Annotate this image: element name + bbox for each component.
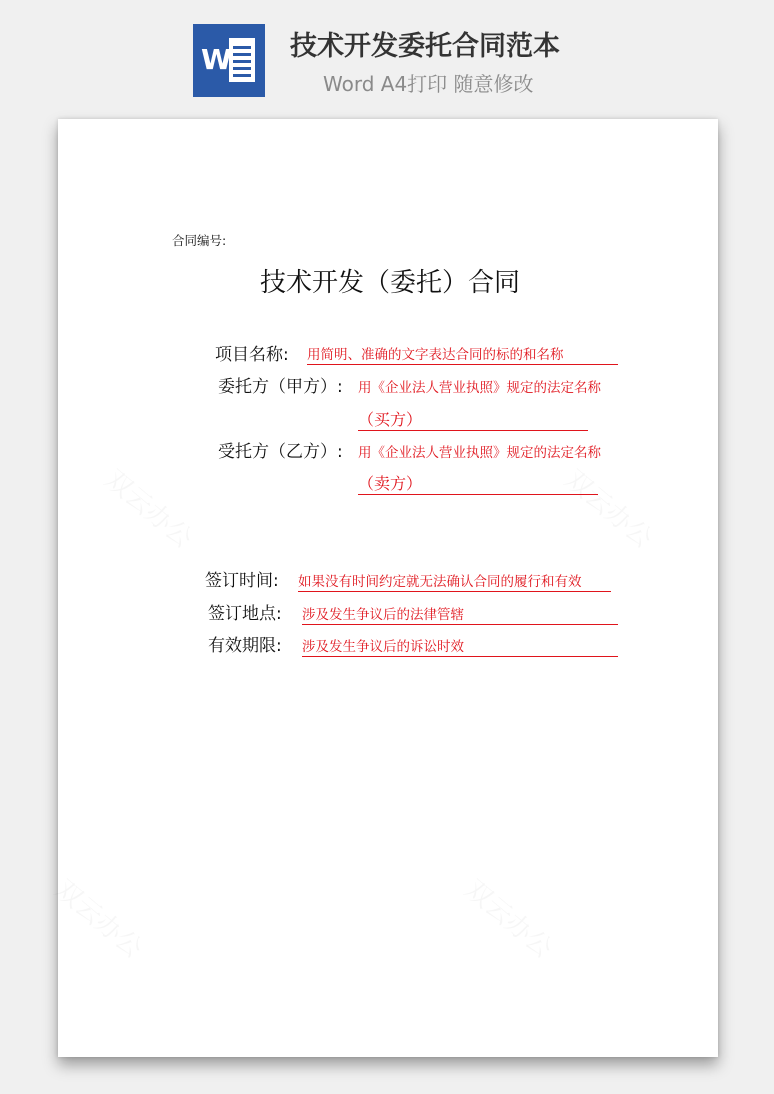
project-name-value[interactable]: 用简明、准确的文字表达合同的标的和名称 — [307, 346, 618, 365]
word-document-icon — [193, 24, 265, 97]
watermark-text — [458, 870, 561, 965]
watermark-text — [48, 870, 151, 965]
watermark-text — [98, 460, 201, 555]
banner-subtitle: Word A4打印 随意修改 — [323, 72, 534, 96]
party-b-value-line1[interactable]: 用《企业法人营业执照》规定的法定名称 — [358, 445, 601, 461]
banner-title: 技术开发委托合同范本 — [290, 31, 560, 62]
sign-place-value[interactable]: 涉及发生争议后的法律管辖 — [302, 606, 618, 625]
validity-value[interactable]: 涉及发生争议后的诉讼时效 — [302, 638, 618, 657]
document-page — [58, 119, 718, 1057]
party-a-value-line2[interactable]: （买方） — [358, 409, 588, 431]
party-a-label: 委托方（甲方）: — [218, 377, 343, 397]
party-b-label: 受托方（乙方）: — [218, 442, 343, 462]
header-banner — [0, 0, 774, 110]
document-title: 技术开发（委托）合同 — [260, 268, 521, 298]
document-page-icon — [229, 38, 255, 82]
project-name-label: 项目名称: — [215, 345, 289, 365]
sign-place-label: 签订地点: — [208, 604, 282, 624]
word-letter: W — [201, 43, 232, 76]
validity-label: 有效期限: — [208, 636, 282, 656]
sign-time-label: 签订时间: — [205, 571, 279, 591]
sign-time-value[interactable]: 如果没有时间约定就无法确认合同的履行和有效 — [298, 573, 611, 592]
contract-number-label: 合同编号: — [172, 233, 227, 248]
party-b-value-line2[interactable]: （卖方） — [358, 473, 598, 495]
party-a-value-line1[interactable]: 用《企业法人营业执照》规定的法定名称 — [358, 380, 601, 396]
